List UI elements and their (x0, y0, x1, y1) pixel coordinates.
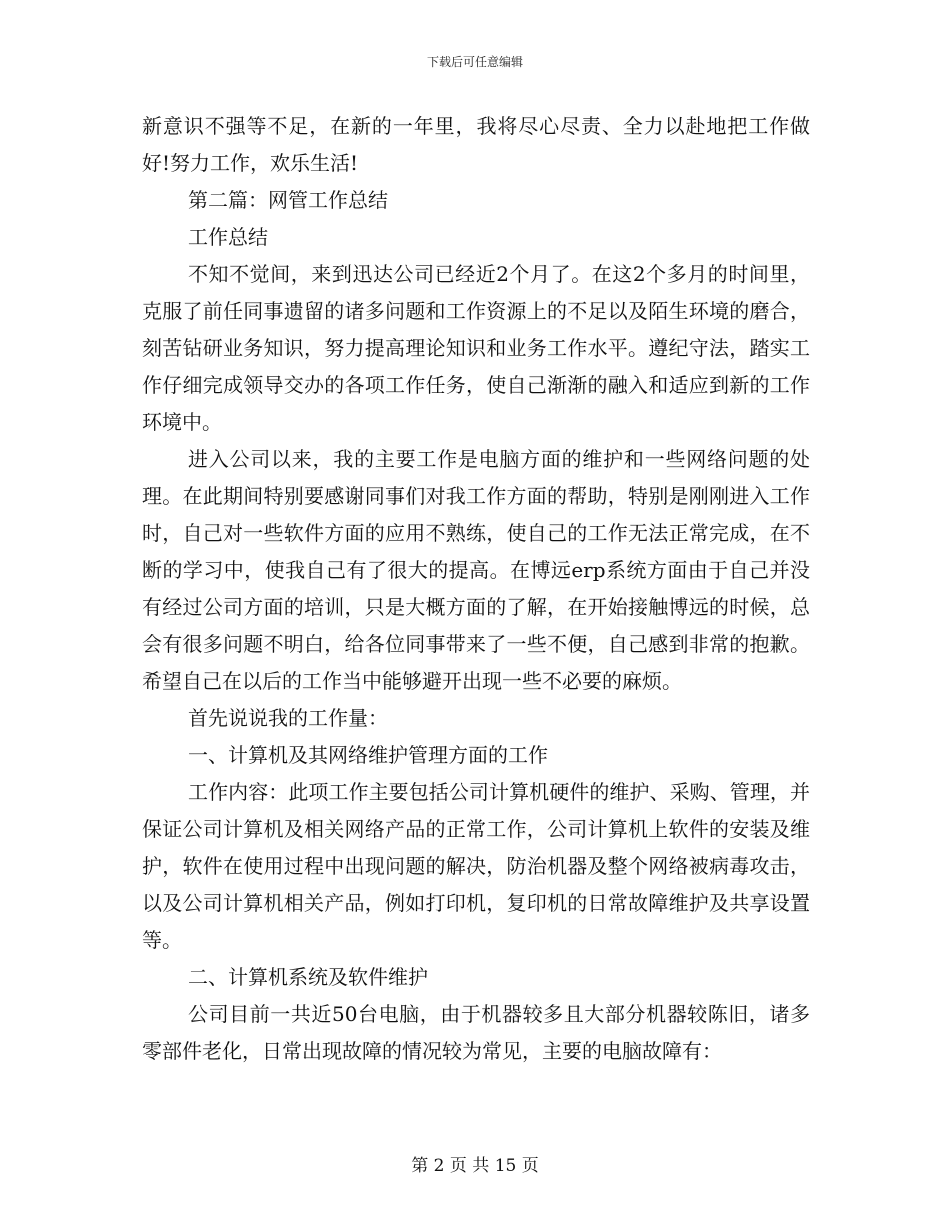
paragraph: 不知不觉间，来到迅达公司已经近2个月了。在这2个多月的时间里，克服了前任同事遗留的诸多问题和工作资源上的不足以及陌生环境的磨合，刻苦钻研业务知识，努力提高理论知识和业务工作水平。遵纪守法，踏实工作仔细完成领导交办的各项工作任务，使自己渐渐的融入和适应到新的工作环境中。 (142, 262, 810, 434)
section-title: 第二篇：网管工作总结 (188, 188, 388, 212)
paragraph: 公司目前一共近50台电脑，由于机器较多且大部分机器较陈旧，诸多零部件老化，日常出现故障的情况较为常见，主要的电脑故障有： (142, 1002, 810, 1063)
subsection-title: 工作总结 (188, 225, 268, 249)
paragraph-continuation: 新意识不强等不足，在新的一年里，我将尽心尽责、全力以赴地把工作做好!努力工作，欢乐生活! (142, 114, 810, 175)
paragraph: 工作内容：此项工作主要包括公司计算机硬件的维护、采购、管理，并保证公司计算机及相关网络产品的正常工作，公司计算机上软件的安装及维护，软件在使用过程中出现问题的解决，防治机器及整个网络被病毒攻击，以及公司计算机相关产品，例如打印机，复印机的日常故障维护及共享设置等。 (142, 780, 810, 952)
numbered-heading-1: 一、计算机及其网络维护管理方面的工作 (188, 743, 548, 767)
numbered-heading-2: 二、计算机系统及软件维护 (188, 965, 428, 989)
document-body (142, 108, 810, 1070)
page-number: 第 2 页 共 15 页 (411, 1156, 539, 1176)
page-header: 下载后可任意编辑 (426, 55, 523, 69)
paragraph: 进入公司以来，我的主要工作是电脑方面的维护和一些网络问题的处理。在此期间特别要感谢同事们对我工作方面的帮助，特别是刚刚进入工作时，自己对一些软件方面的应用不熟练，使自己的工作无法正常完成，在不断的学习中，使我自己有了很大的提高。在博远erp系统方面由于自己并没有经过公司方面的培训，只是大概方面的了解，在开始接触博远的时候，总会有很多问题不明白，给各位同事带来了一些不便，自己感到非常的抱歉。希望自己在以后的工作当中能够避开出现一些不必要的麻烦。 (142, 447, 810, 693)
paragraph-heading: 首先说说我的工作量： (188, 706, 388, 730)
